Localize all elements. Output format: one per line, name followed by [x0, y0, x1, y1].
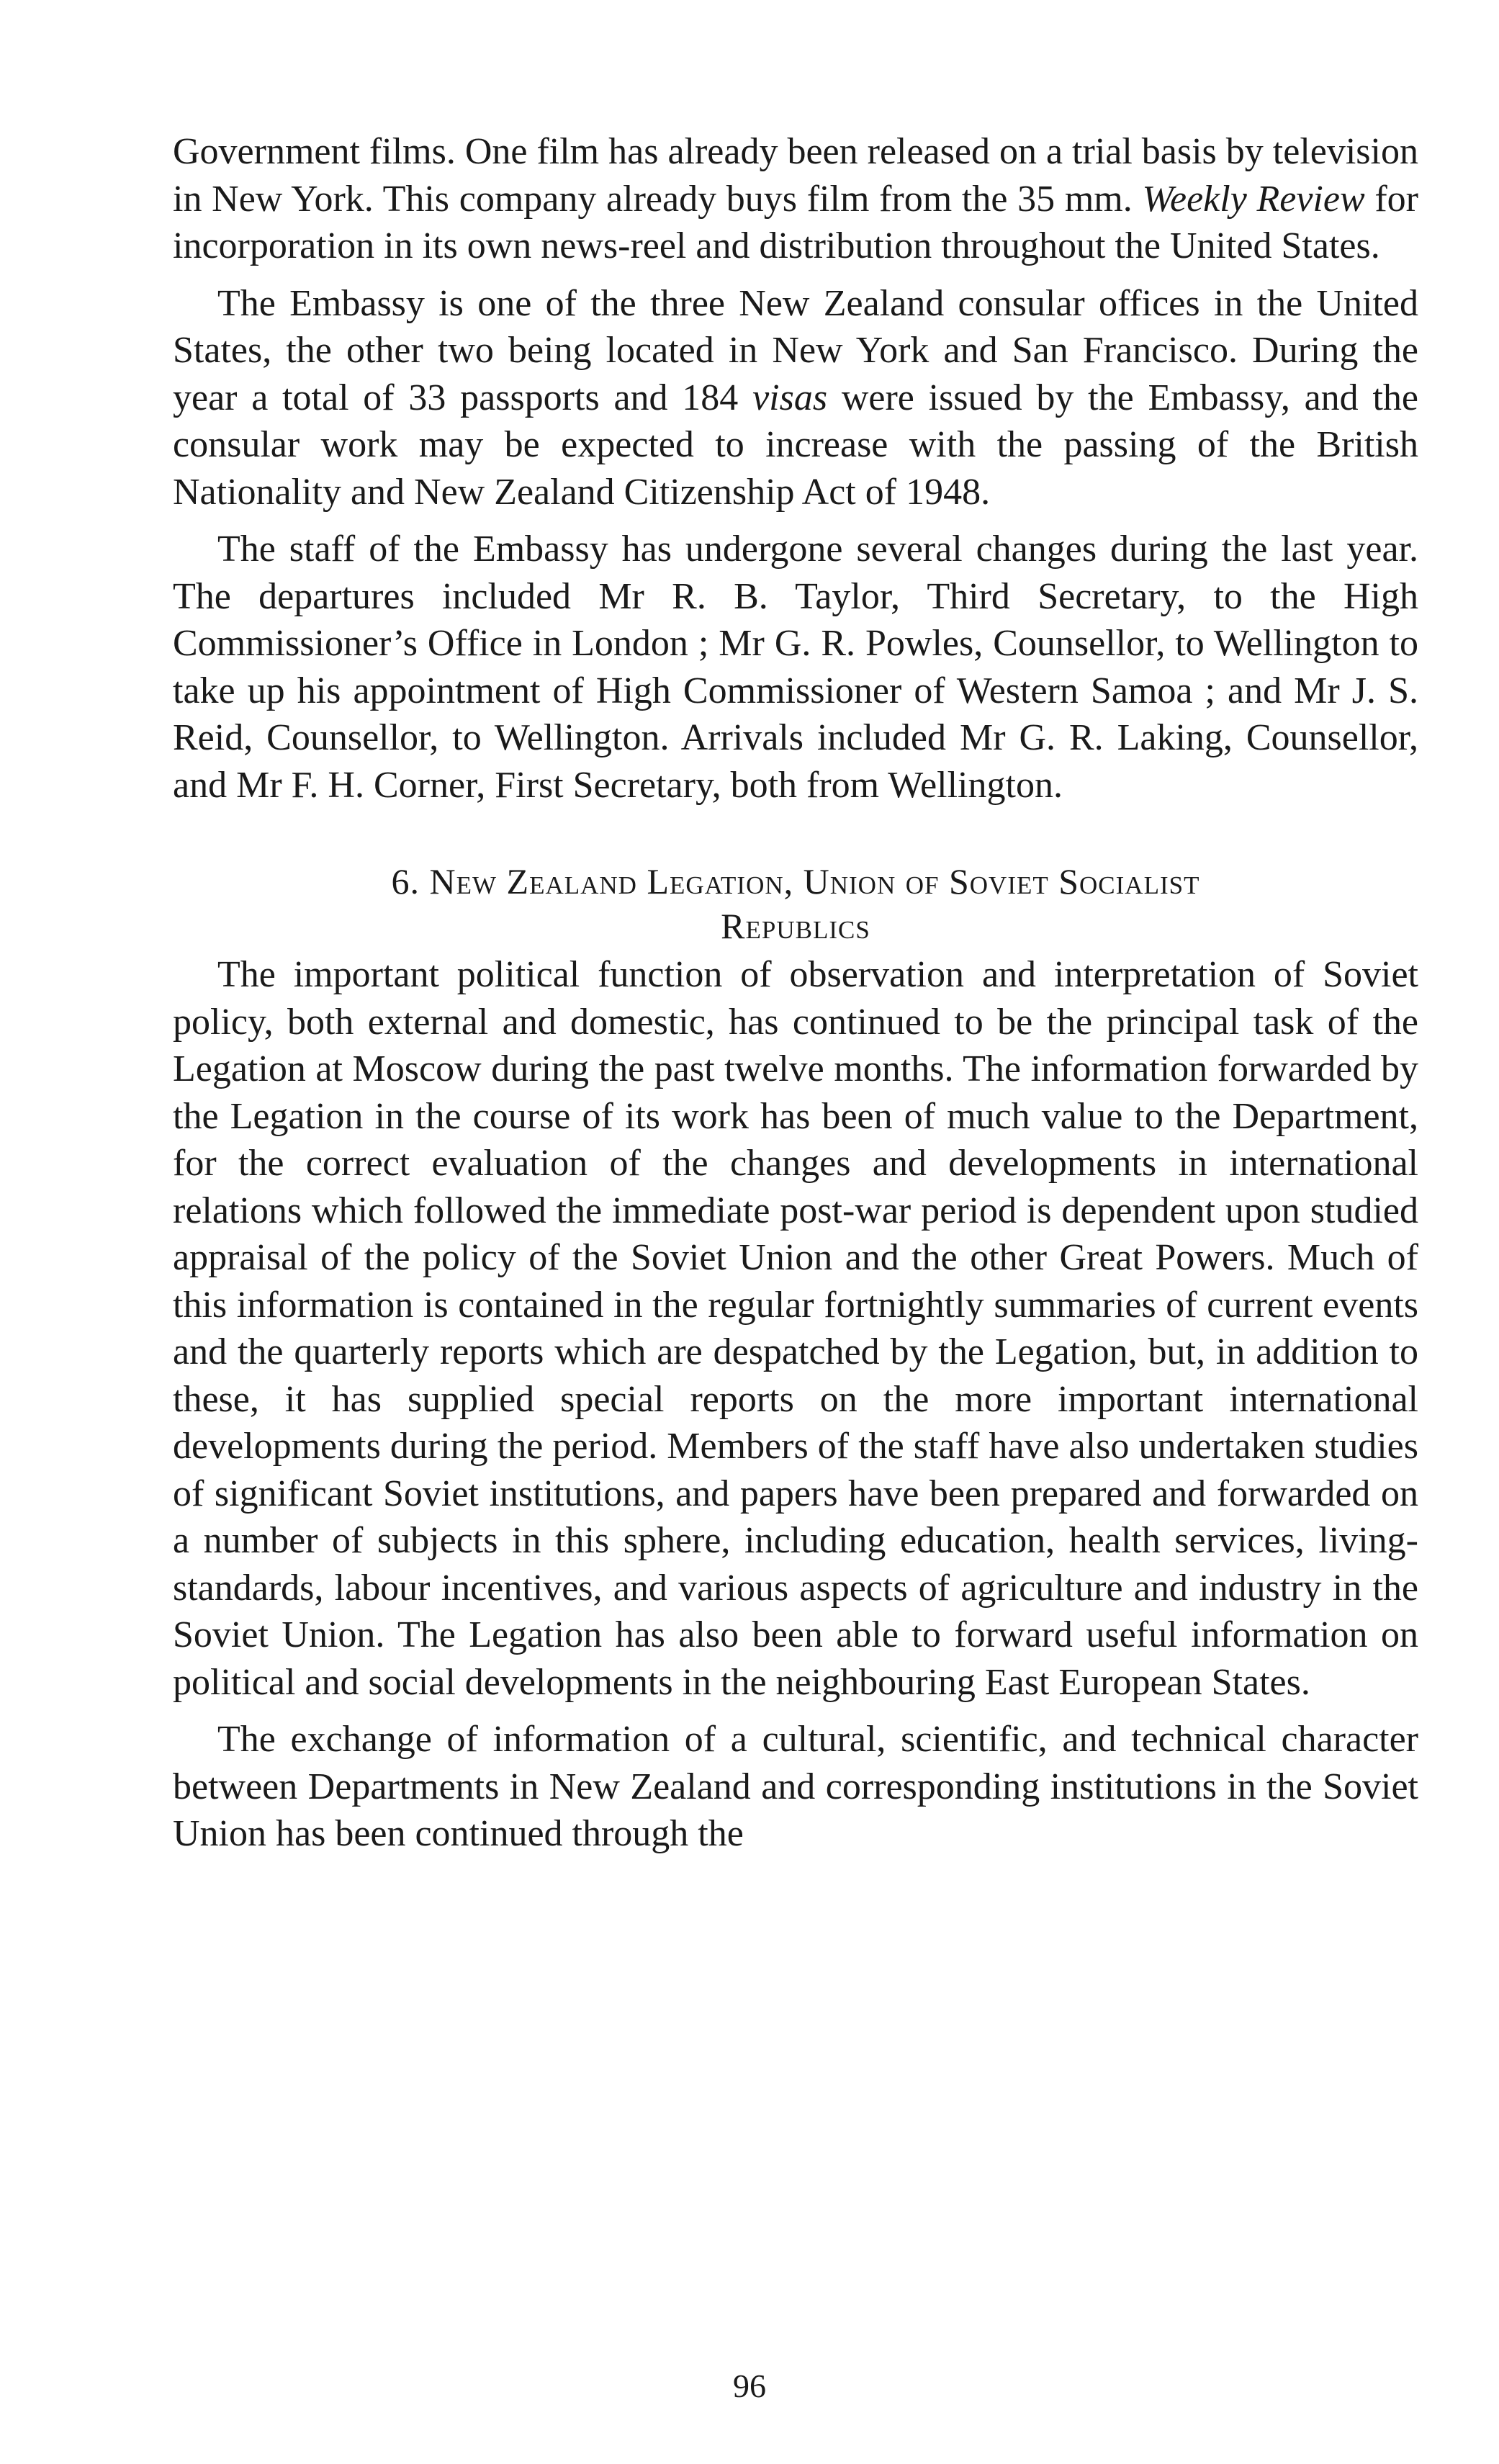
paragraph-information-exchange: [173, 1716, 1418, 1858]
paragraph-continuation: [173, 128, 1418, 270]
paragraph-political-function: [173, 951, 1418, 1706]
document-page: [173, 128, 1418, 1858]
text-run: for incorporation in its own news-reel and distribution throughout the United States.: [173, 178, 1418, 266]
page-number: 96: [733, 2368, 766, 2404]
text-run: The staff of the Embassy has undergone several changes during the last year. The departures included Mr R. B. Taylor, Third Secretary, to the High Commissioner’s Office in London ; Mr G. R. Powles, Counsellor, to Wellington to take up his appointment of High Commissioner of Western Samoa ; and Mr J. S. Reid, Counsellor, to Wellington. Arrivals included Mr G. R. Laking, Counsellor, and Mr F. H. Corner, First Secretary, both from Wellington.: [173, 529, 1418, 806]
text-run: Government films. One film has already been released on a trial basis by television in New York. This company already buys film from the 35 mm.: [173, 131, 1418, 220]
italic-term: visas: [752, 377, 828, 418]
section-heading-line-2: Republics: [721, 906, 870, 946]
body-text-after-heading: [173, 951, 1418, 1858]
section-heading-line-1: 6. New Zealand Legation, Union of Soviet Socialist: [391, 861, 1200, 901]
paragraph-staff-changes: [173, 526, 1418, 809]
text-run: were issued by the Embassy, and the consular work may be expected to increase with the passing of the British Nationality and New Zealand Citizenship Act of 1948.: [173, 377, 1418, 513]
paragraph-consular: [173, 280, 1418, 516]
publication-title: Weekly Review: [1142, 178, 1365, 220]
text-run: The important political function of observation and interpretation of Soviet policy, both external and domestic, has continued to be the principal task of the Legation at Moscow during the past twelve months. The information forwarded by the Legation in the course of its work has been of much value to the Department, for the correct evaluation of the changes and developments in international relations which followed the immediate post-war period is dependent upon studied appraisal of the policy of the Soviet Union and the other Great Powers. Much of this information is contained in the regular fortnightly summaries of current events and the quarterly reports which are despatched by the Legation, but, in addition to these, it has supplied special reports on the more important international developments during the period. Members of the staff have also undertaken studies of significant Soviet institutions, and papers have been prepared and forwarded on a number of subjects in this sphere, including education, health services, living-standards, labour incentives, and various aspects of agriculture and industry in the Soviet Union. The Legation has also been able to forward useful information on political and social developments in the neighbouring East European States.: [173, 954, 1418, 1703]
section-heading: [173, 859, 1418, 948]
text-run: The Embassy is one of the three New Zealand consular offices in the United States, the other two being located in New York and San Francisco. During the year a total of 33 passports and 184: [173, 282, 1418, 418]
text-run: The exchange of information of a cultural, scientific, and technical character between Departments in New Zealand and corresponding institutions in the Soviet Union has been continued through the: [173, 1719, 1418, 1854]
body-text-before-heading: [173, 128, 1418, 809]
